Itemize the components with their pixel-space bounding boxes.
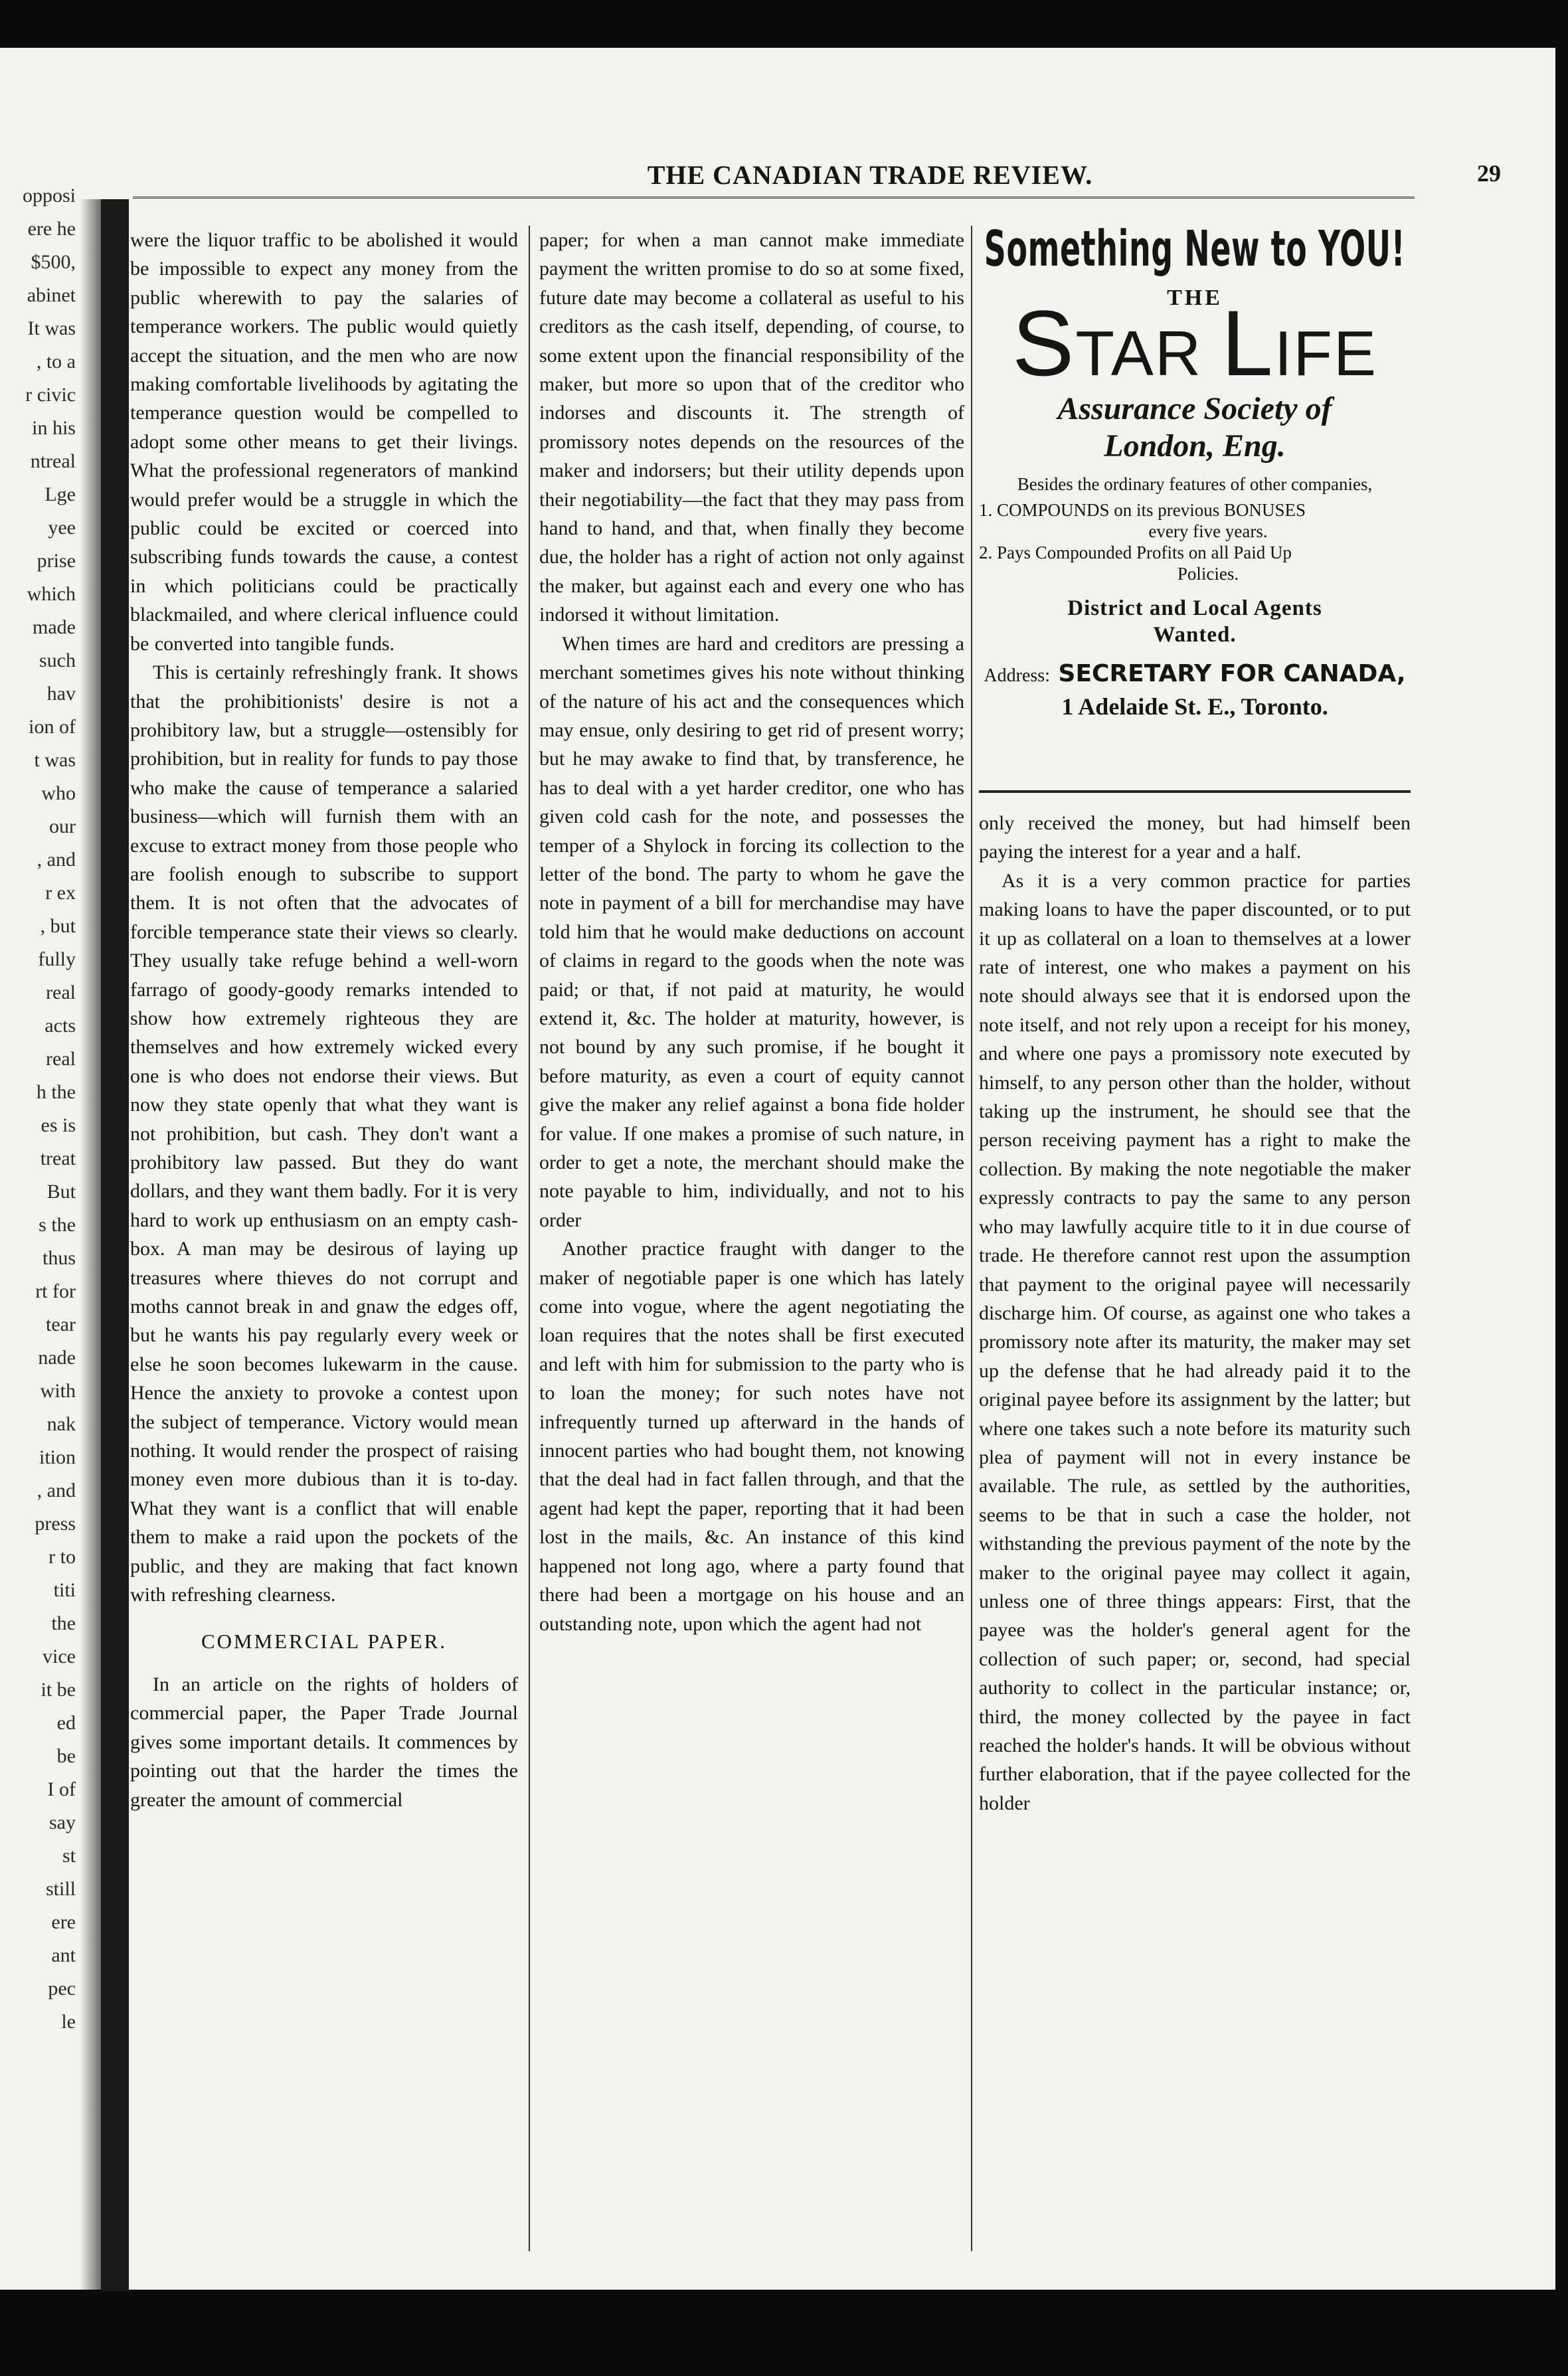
margin-fragment: ion of xyxy=(29,716,76,738)
margin-fragment: It was xyxy=(27,317,76,339)
ad-agents-line: District and Local Agents xyxy=(1067,596,1322,620)
binding-shadow xyxy=(80,199,101,2291)
margin-fragment: it be xyxy=(41,1679,76,1701)
margin-fragment: real xyxy=(46,1048,76,1070)
paragraph: In an article on the rights of holders of commercial paper, the Paper Trade Journal gives some important details. It commences by pointing out that the harder the times the greater the amount of commercial xyxy=(130,1673,518,1811)
margin-fragment: made xyxy=(33,616,76,638)
ad-agents-line: Wanted. xyxy=(1153,623,1237,647)
column-divider xyxy=(971,226,972,2251)
paragraph: When times are hard and creditors are pressing a merchant sometimes gives his note without thinking of the nature of his act and the consequences which may ensue, only desiring to get rid of present worry; but he may awake to find that, by transference, he has to deal with a yet harder creditor, one who has given cold cash for the note, and possesses the temper of a Shylock in forcing its collection to the letter of the bond. The party to whom he gave the note in payment of a bill for merchandise may have told him that he would make deductions on account of claims in regard to the goods when the note was paid; or that, if not paid at maturity, he would extend it, &c. The holder at maturity, however, is not bound by any such promise, if he bought it before maturity, as even a court of equity cannot give the maker any relief against a bona fide holder for value. If one makes a promise of such nature, in order to get a note, the merchant should make the note payable to him, individually, and not to his order xyxy=(539,632,964,1231)
scan-border-right xyxy=(1555,0,1568,2376)
margin-fragment: But xyxy=(46,1181,76,1203)
page-number: 29 xyxy=(1477,160,1501,187)
margin-fragment: t was xyxy=(34,749,76,771)
margin-fragment: fully xyxy=(38,948,76,970)
paragraph: Another practice fraught with danger to the maker of negotiable paper is one which has lately come into vogue, where the agent negotiating the loan requires that the notes shall be first executed and left with him for submission to the party who is to loan the money; for such notes have not infrequently turned up afterward in the hands of innocent parties who had bought them, not knowing that the deal had in fact fallen through, and that the agent had kept the paper, reporting that it had been lost in the mails, &c. An instance of this kind happened not long ago, where a party found that there had been a mortgage on his house and an outstanding note, upon which the agent had not xyxy=(539,1238,964,1635)
margin-fragment: vice xyxy=(43,1646,76,1667)
ad-feature-continuation: Policies. xyxy=(1177,564,1239,584)
ad-feature-item xyxy=(979,499,1411,542)
section-heading: COMMERCIAL PAPER. xyxy=(201,1629,448,1653)
binding-gutter xyxy=(101,199,129,2291)
margin-fragment: who xyxy=(41,782,76,804)
margin-fragment: tear xyxy=(46,1314,76,1335)
margin-fragment: nade xyxy=(38,1347,76,1369)
ad-address-label: Address: xyxy=(984,665,1050,686)
margin-fragment: be xyxy=(56,1745,76,1767)
margin-fragment: such xyxy=(39,649,76,671)
margin-fragment: rt for xyxy=(35,1280,76,1302)
margin-fragment: ed xyxy=(56,1712,76,1734)
margin-fragment: , and xyxy=(37,849,76,871)
article-column-3 xyxy=(979,809,1411,1818)
margin-fragment: still xyxy=(45,1878,76,1900)
margin-fragment: I of xyxy=(47,1778,76,1800)
paragraph: were the liquor traffic to be abolished it would be impossible to expect any money from the public wherewith to pay the salaries of temperance workers. The public would quietly accept the situation, and the men who are now making comfortable livelihoods by agitating the temperance question would be compelled to adopt some other means to get their livings. What the professional regenerators of mankind would prefer would be a struggle in which the public could be excited or coerced into subscribing funds towards the cause, a contest in which politicians could be practically blackmailed, and where clerical influence could be converted into tangible funds. xyxy=(130,229,518,655)
ad-feature-continuation: every five years. xyxy=(1148,521,1268,541)
margin-fragment: nak xyxy=(46,1413,76,1435)
margin-fragment: Lge xyxy=(44,483,76,505)
margin-fragment: ere xyxy=(51,1911,76,1933)
ad-headline: Something New to YOU! xyxy=(984,220,1406,278)
ad-besides: Besides the ordinary features of other companies, xyxy=(1017,474,1373,494)
ad-address xyxy=(979,659,1411,691)
ad-feature-item xyxy=(979,542,1411,584)
margin-fragment: ntreal xyxy=(30,450,76,472)
ad-society: Assurance Society of xyxy=(1057,391,1332,426)
margin-fragment: abinet xyxy=(27,284,76,306)
running-head xyxy=(133,159,1547,199)
ad-name-s: S xyxy=(1011,291,1076,395)
margin-fragment: , but xyxy=(40,915,76,937)
publication-title: THE CANADIAN TRADE REVIEW. xyxy=(647,160,1093,190)
paragraph: This is certainly refreshingly frank. It shows that the prohibitionists' desire is not a prohibitory law, but a struggle—ostensibly for prohibition, but in reality for funds to pay those who make the cause of temperance a salaried business—which will furnish them with an excuse to extract money from those people who are foolish enough to subscribe to support them. It is not often that the advocates of forcible temperance state their views so clearly. They usually take refuge behind a well-worn farrago of goody-goody remarks intended to show how extremely righteous they are themselves and how extremely wicked every one is who does not endorse their views. But now they state openly that what they want is not prohibition, but cash. They don't want a prohibitory law passed. But they do want dollars, and they want them badly. For it is very hard to work up enthusiasm on an empty cash-box. A man may be desirous of laying up treasures where thieves do not corrupt and moths cannot break in and gnaw the edges off, but he wants his pay regularly every week or else he soon becomes lukewarm in the cause. Hence the anxiety to provoke a contest upon the subject of temperance. Victory would mean nothing. It would render the prospect of raising money even more dubious than it is to-day. What they want is a conflict that will enable them to make a raid upon the pockets of the public, and they are making that fact known with refreshing clearness. xyxy=(130,661,518,1606)
margin-fragment: st xyxy=(62,1845,76,1867)
margin-fragment: opposi xyxy=(22,185,76,207)
article-column-2 xyxy=(539,226,964,1638)
margin-fragment: with xyxy=(40,1380,76,1402)
margin-fragment: ant xyxy=(51,1944,76,1966)
margin-fragment: thus xyxy=(42,1247,76,1269)
margin-fragment: s the xyxy=(39,1214,76,1236)
margin-fragment: es is xyxy=(41,1114,76,1136)
margin-fragment: hav xyxy=(46,683,76,705)
paragraph: paper; for when a man cannot make immediate payment the written promise to do so at some fixed, future date may become a collateral as useful to his creditors as the cash itself, depending, of course, to some extent upon the financial responsibility of the maker, but more so upon that of the creditor who indorses and discounts it. The strength of promissory notes depends on the resources of the maker and indorsers; but their utility depends upon their negotiability—the fact that they may pass from hand to hand, and that, when finally they become due, the holder has a right of action not only against the maker, but against each and every one who has indorsed it without limitation. xyxy=(539,229,964,626)
margin-fragment: r civic xyxy=(25,384,76,406)
margin-fragment: the xyxy=(51,1612,76,1634)
advertisement-rule xyxy=(979,790,1411,793)
margin-fragment: titi xyxy=(53,1579,76,1601)
margin-fragment: ere he xyxy=(27,218,76,240)
margin-fragment: h the xyxy=(36,1081,76,1103)
ad-the: THE xyxy=(1167,286,1223,310)
margin-fragment: our xyxy=(49,815,76,837)
margin-fragment: acts xyxy=(44,1015,76,1037)
ad-name-l: L xyxy=(1221,291,1274,395)
scan-border-bottom xyxy=(0,2290,1568,2376)
margin-fragment: , to a xyxy=(36,351,76,373)
ad-location: London, Eng. xyxy=(1104,428,1286,464)
ad-street: 1 Adelaide St. E., Toronto. xyxy=(1061,693,1328,720)
ad-name-ife: IFE xyxy=(1274,318,1378,389)
margin-fragment: , and xyxy=(37,1480,76,1501)
margin-fragment: in his xyxy=(32,417,76,439)
ad-feature-number: 2. xyxy=(979,543,993,562)
margin-fragment: which xyxy=(27,583,76,605)
margin-fragment: real xyxy=(46,981,76,1003)
ad-feature-text: Pays Compounded Profits on all Paid Up xyxy=(997,543,1292,562)
margin-fragment: r to xyxy=(48,1546,76,1568)
ad-features-list xyxy=(979,499,1411,584)
margin-fragment: yee xyxy=(48,517,76,539)
star-life-advertisement xyxy=(979,219,1411,790)
margin-fragment: le xyxy=(61,2011,76,2033)
scan-border-top xyxy=(0,0,1568,48)
paragraph: only received the money, but had himself been paying the interest for a year and a half. xyxy=(979,812,1411,863)
ad-feature-text: COMPOUNDS on its previous BONUSES xyxy=(997,500,1306,520)
margin-fragment: pec xyxy=(48,1978,76,1999)
article-column-1 xyxy=(130,226,518,1814)
header-rule xyxy=(133,197,1415,199)
margin-fragment: r ex xyxy=(45,882,76,904)
paragraph: As it is a very common practice for parties making loans to have the paper discounted, or to put it up as collateral on a loan to themselves at a lower rate of interest, one who makes a payment on his note should always see that it is endorsed upon the note itself, and not rely upon a receipt for his money, and where one pays a promissory note executed by himself, to any person other than the holder, without taking up the instrument, he should see that the person receiving payment has a right to make the collection. By making the note negotiable the maker expressly contracts to pay the same to any person who may lawfully acquire title to it in due course of trade. He therefore cannot rest upon the assumption that payment to the original payee will necessarily discharge him. Of course, as against one who takes a promissory note after its maturity, the maker may set up the defense that he had already paid it to the original payee before its assignment by the latter; but where one takes such a note before its maturity such plea of payment will not in every instance be available. The rule, as settled by the authorities, seems to be that in such a case the holder, not withstanding the previous payment of the note by the maker to the original payee may collect it again, unless one of three things appears: First, that the payee was the holder's general agent for the collection of such paper; or, second, had special authority to collect in the particular instance; or, third, the money collected by the payee in fact reached the holder's hands. It will be obvious without further elaboration, that if the payee collected for the holder xyxy=(979,869,1411,1814)
ad-name-tar: TAR xyxy=(1075,318,1203,389)
facing-page-fragments xyxy=(1,179,76,2039)
margin-fragment: say xyxy=(49,1812,76,1833)
ad-address-recipient: SECRETARY FOR CANADA, xyxy=(1058,660,1406,687)
margin-fragment: treat xyxy=(40,1147,76,1169)
ad-agents-wanted xyxy=(979,595,1411,648)
margin-fragment: ition xyxy=(39,1446,76,1468)
column-divider xyxy=(529,226,530,2251)
margin-fragment: press xyxy=(35,1513,76,1535)
ad-feature-number: 1. xyxy=(979,500,993,520)
margin-fragment: $500, xyxy=(31,251,76,273)
margin-fragment: prise xyxy=(37,550,76,572)
